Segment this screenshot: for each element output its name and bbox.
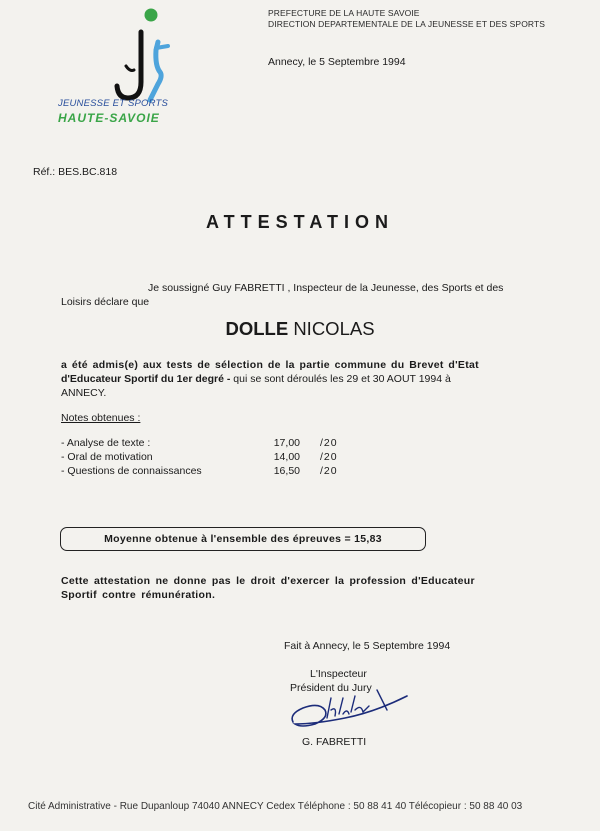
grade-label: - Oral de motivation xyxy=(61,451,153,463)
logo-text-line1: JEUNESSE ET SPORTS xyxy=(58,98,169,109)
intro-line2: Loisirs déclare que xyxy=(61,296,150,308)
logo-text-line2: HAUTE-SAVOIE xyxy=(58,111,160,125)
closing-role2: Président du Jury xyxy=(290,682,372,694)
reference: Réf.: BES.BC.818 xyxy=(33,166,118,178)
grade-value: 17,00 xyxy=(273,437,300,449)
header-date: Annecy, le 5 Septembre 1994 xyxy=(268,56,406,68)
result-line2-rest: qui se sont déroulés les 29 et 30 AOUT 1994 à xyxy=(230,373,451,385)
result-line1: a été admis(e) aux tests de sélection de la partie commune du Brevet d'Etat xyxy=(61,359,479,371)
document-title: ATTESTATION xyxy=(206,212,394,232)
notes-title: Notes obtenues : xyxy=(61,412,141,424)
result-line3: ANNECY. xyxy=(61,387,107,399)
grade-max: /20 xyxy=(320,437,338,449)
signature xyxy=(285,684,415,734)
disclaimer-line2: Sportif contre rémunération. xyxy=(61,589,216,601)
candidate-last-name: DOLLE xyxy=(225,318,289,339)
header-prefecture: PREFECTURE DE LA HAUTE SAVOIE xyxy=(268,8,420,18)
grade-label: - Questions de connaissances xyxy=(61,465,202,477)
disclaimer-line1: Cette attestation ne donne pas le droit d'exercer la profession d'Educateur xyxy=(61,575,475,587)
average-box xyxy=(60,527,426,551)
candidate-first-name: NICOLAS xyxy=(293,318,375,339)
intro-line1: Je soussigné Guy FABRETTI , Inspecteur de la Jeunesse, des Sports et des xyxy=(148,282,504,294)
result-line2 xyxy=(61,372,451,386)
grade-max: /20 xyxy=(320,465,338,477)
candidate-name xyxy=(0,318,600,340)
closing-signatory: G. FABRETTI xyxy=(302,736,367,748)
header-direction: DIRECTION DEPARTEMENTALE DE LA JEUNESSE ET DES SPORTS xyxy=(268,19,546,29)
footer-address: Cité Administrative - Rue Dupanloup 74040 ANNECY Cedex Téléphone : 50 88 41 40 Télécopieur : 50 88 40 03 xyxy=(28,801,523,812)
grade-value: 16,50 xyxy=(273,465,300,477)
result-line2-bold: d'Educateur Sportif du 1er degré - xyxy=(61,373,231,385)
grade-value: 14,00 xyxy=(273,451,300,463)
grade-label: - Analyse de texte : xyxy=(61,437,151,449)
closing-role1: L'Inspecteur xyxy=(310,668,367,680)
grade-max: /20 xyxy=(320,451,338,463)
closing-place-date: Fait à Annecy, le 5 Septembre 1994 xyxy=(284,640,451,652)
average-text: Moyenne obtenue à l'ensemble des épreuves = 15,83 xyxy=(104,533,382,545)
